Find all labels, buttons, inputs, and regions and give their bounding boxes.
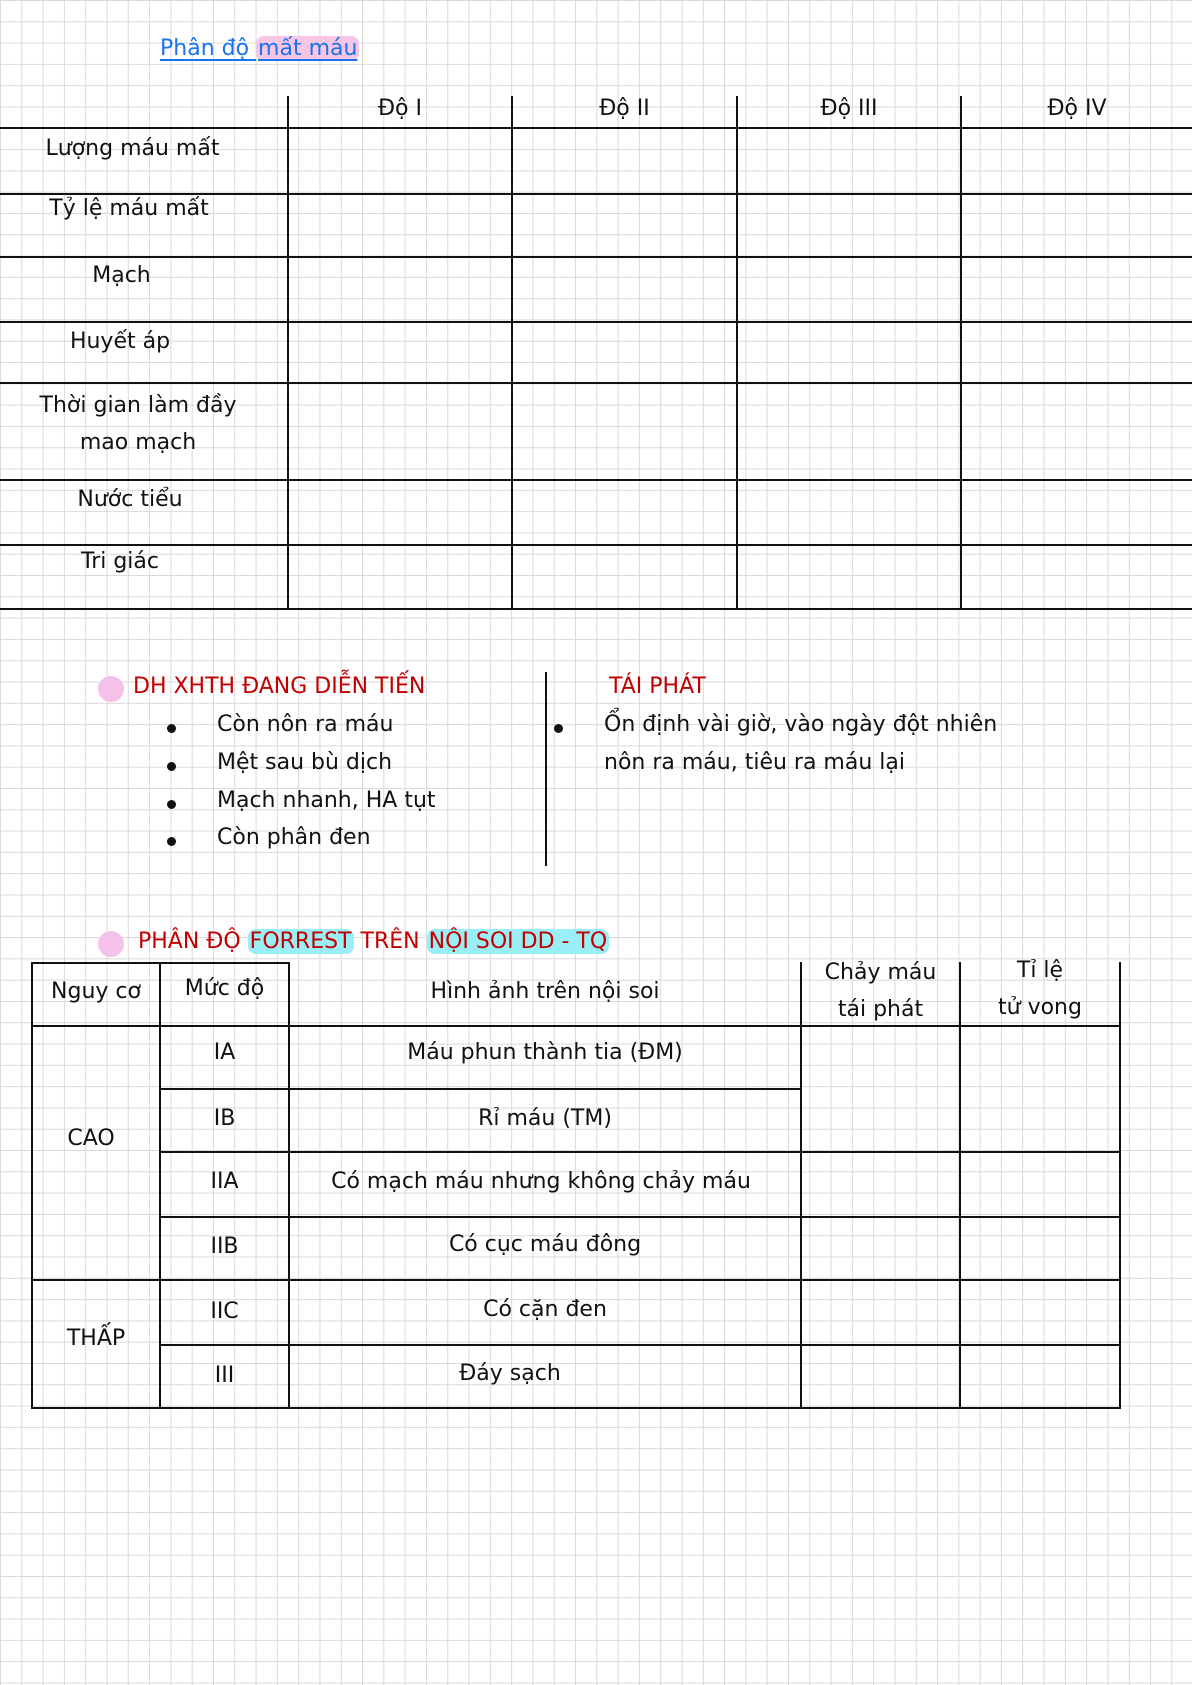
ongoing-title: DH XHTH ĐANG DIỄN TIẾN xyxy=(133,674,426,699)
image-iib: Có cục máu đông xyxy=(448,1232,642,1257)
title-highlight: mất máu xyxy=(258,36,358,61)
header-tu-vong: tử vong xyxy=(998,995,1082,1020)
title-highlight: NỘI SOI DD - TQ xyxy=(428,929,608,954)
image-ia: Máu phun thành tia (ĐM) xyxy=(407,1040,683,1065)
header-chay-mau: Chảy máu xyxy=(824,960,937,985)
level-ib: IB xyxy=(213,1106,236,1131)
col-header-do-1: Độ I xyxy=(378,96,422,121)
list-item: Còn nôn ra máu xyxy=(217,712,394,737)
header-hinh-anh: Hình ảnh trên nội soi xyxy=(430,979,660,1004)
title-part: TRÊN xyxy=(353,929,427,954)
level-iic: IIC xyxy=(210,1299,239,1324)
row-label-huyet-ap: Huyết áp xyxy=(69,329,171,354)
relapse-line-1: Ổn định vài giờ, vào ngày đột nhiên xyxy=(604,712,998,737)
row-label-mao-mach: mao mạch xyxy=(79,430,197,455)
header-tai-phat: tái phát xyxy=(837,997,924,1022)
blood-loss-title xyxy=(160,36,359,61)
col-header-do-2: Độ II xyxy=(599,96,650,121)
header-ti-le: Tỉ lệ xyxy=(1016,958,1064,983)
relapse-title: TÁI PHÁT xyxy=(609,674,706,699)
pink-dot-icon xyxy=(98,931,124,957)
image-iii: Đáy sạch xyxy=(459,1361,561,1386)
list-item: Còn phân đen xyxy=(217,825,371,850)
title-part: Phân độ xyxy=(160,36,257,61)
level-ia: IA xyxy=(213,1040,236,1065)
col-header-do-3: Độ III xyxy=(820,96,878,121)
relapse-line-2: nôn ra máu, tiêu ra máu lại xyxy=(604,750,905,775)
level-iib: IIB xyxy=(210,1234,239,1259)
divider xyxy=(545,672,547,866)
row-label-ty-le-mau-mat: Tỷ lệ máu mất xyxy=(49,196,209,221)
list-item: Mạch nhanh, HA tụt xyxy=(217,788,436,813)
header-muc-do: Mức độ xyxy=(184,976,265,1001)
row-label-nuoc-tieu: Nước tiểu xyxy=(77,487,183,512)
title-part: PHÂN ĐỘ xyxy=(138,929,248,954)
row-label-luong-mau-mat: Lượng máu mất xyxy=(45,136,220,161)
image-iia: Có mạch máu nhưng không chảy máu xyxy=(331,1169,751,1194)
row-label-tri-giac: Tri giác xyxy=(80,549,159,574)
image-ib: Rỉ máu (TM) xyxy=(478,1106,612,1131)
title-highlight: FORREST xyxy=(249,929,352,954)
risk-high: CAO xyxy=(67,1126,115,1151)
row-label-thoi-gian-lam-day: Thời gian làm đầy xyxy=(39,393,237,418)
level-iii: III xyxy=(214,1363,235,1388)
risk-low: THẤP xyxy=(66,1326,126,1351)
header-nguy-co: Nguy cơ xyxy=(51,979,141,1004)
list-item: Mệt sau bù dịch xyxy=(217,750,393,775)
image-iic: Có cặn đen xyxy=(483,1297,607,1322)
level-iia: IIA xyxy=(210,1169,239,1194)
col-header-do-4: Độ IV xyxy=(1047,96,1107,121)
row-label-mach: Mạch xyxy=(92,263,151,288)
forrest-title xyxy=(138,929,609,954)
pink-dot-icon xyxy=(98,676,124,702)
